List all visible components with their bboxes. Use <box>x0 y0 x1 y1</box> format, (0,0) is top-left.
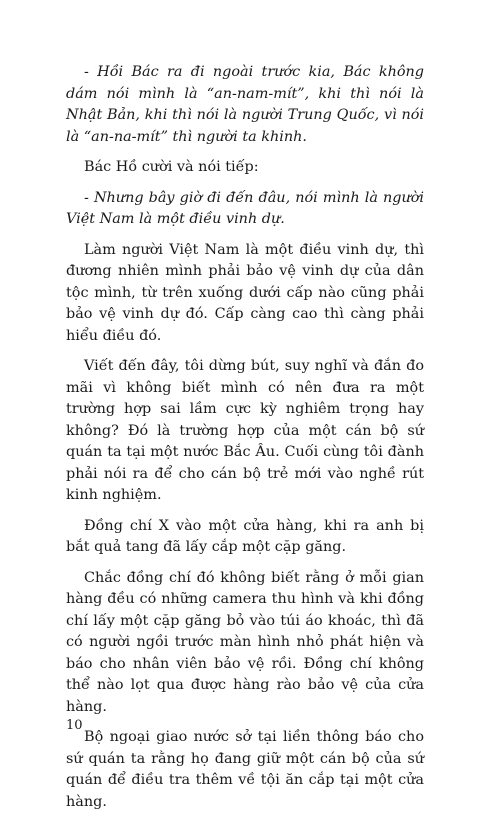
body-paragraph: Đồng chí X vào một cửa hàng, khi ra anh bị bắt quả tang đã lấy cắp một cặp găng. <box>66 517 424 555</box>
body-text <box>66 62 424 822</box>
body-paragraph: Viết đến đây, tôi dừng bút, suy nghĩ và đắn đo mãi vì không biết mình có nên đưa ra một trường hợp sai lầm cực kỳ nghiêm trọng hay không? Đó là trường hợp của một cán bộ sứ quán ta tại một nước Bắc Âu. Cuối cùng tôi đành phải nói ra để cho cán bộ trẻ mới vào nghề rút kinh nghiệm. <box>66 358 424 503</box>
body-paragraph: Làm người Việt Nam là một điều vinh dự, thì đương nhiên mình phải bảo vệ vinh dự của dân tộc mình, từ trên xuống dưới cấp nào cũng phải bảo vệ vinh dự đó. Cấp càng cao thì càng phải hiểu điều đó. <box>66 241 424 344</box>
body-paragraph: Chắc đồng chí đó không biết rằng ở mỗi gian hàng đều có những camera thu hình và khi đồng chí lấy một cặp găng bỏ vào túi áo khoác, thì đã có người ngồi trước màn hình nhỏ phát hiện và báo cho nhân viên bảo vệ rồi. Đồng chí không thể nào lọt qua được hàng rào bảo vệ của cửa hàng. <box>66 569 424 715</box>
narration-paragraph: Bác Hồ cười và nói tiếp: <box>84 159 259 175</box>
quote-paragraph: - Hồi Bác ra đi ngoài trước kia, Bác không dám nói mình là “an-nam-mít”, khi thì nói là Nhật Bản, khi thì nói là người Trung Quốc, vì nói là “an-na-mít” thì người ta khinh. <box>66 64 424 145</box>
body-paragraph: Bộ ngoại giao nước sở tại liền thông báo cho sứ quán ta rằng họ đang giữ một cán bộ của sứ quán để điều tra thêm về tội ăn cắp tại một cửa hàng. <box>66 729 424 810</box>
page-number: 10 <box>66 718 83 733</box>
quote-paragraph: - Nhưng bây giờ đi đến đâu, nói mình là người Việt Nam là một điều vinh dự. <box>66 189 424 227</box>
